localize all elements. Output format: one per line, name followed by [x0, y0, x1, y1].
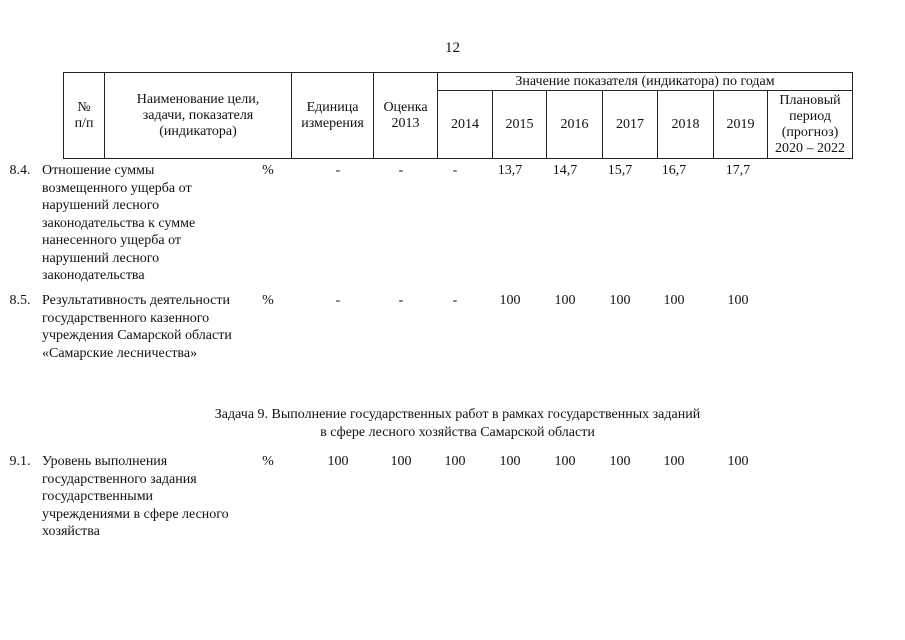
row-value: 100 — [499, 454, 521, 469]
row-unit: % — [262, 454, 274, 469]
header-year-2018: 2018 — [658, 91, 714, 159]
row-value: 100 — [663, 293, 685, 308]
header-year-2019: 2019 — [714, 91, 768, 159]
row-name: Отношение суммы возмещенного ущерба от нарушений лесного законодательства к сумме нанесенного ущерба от нарушений лесного законодательства — [42, 163, 196, 283]
row-value: 100 — [663, 454, 685, 469]
header-year-2017: 2017 — [603, 91, 658, 159]
row-num: 9.1. — [9, 454, 31, 469]
row-value: 100 — [554, 293, 576, 308]
row-value: 100 — [609, 293, 631, 308]
row-name: Результативность деятельности государственного казенного учреждения Самарской области «Самарские лесничества» — [42, 293, 232, 361]
row-value: 100 — [390, 454, 412, 469]
row-value: 100 — [554, 454, 576, 469]
header-estimate: Оценка 2013 — [374, 73, 438, 159]
header-num: № п/п — [64, 73, 105, 159]
row-unit: % — [262, 163, 274, 178]
header-group: Значение показателя (индикатора) по годам — [438, 73, 853, 91]
header-year-2014: 2014 — [438, 91, 493, 159]
row-value: - — [398, 293, 404, 308]
header-name: Наименование цели, задачи, показателя (индикатора) — [105, 73, 292, 159]
page-number: 12 — [445, 40, 460, 56]
header-unit: Единица измерения — [292, 73, 374, 159]
row-value: - — [335, 163, 341, 178]
row-num: 8.4. — [9, 163, 31, 178]
row-value: 14,7 — [552, 163, 578, 178]
row-value: 13,7 — [497, 163, 523, 178]
row-value: - — [452, 293, 458, 308]
task-heading — [63, 406, 852, 442]
row-value: 17,7 — [725, 163, 751, 178]
row-value: - — [398, 163, 404, 178]
row-name: Уровень выполнения государственного задания государственными учреждениями в сфере лесного хозяйства — [42, 454, 229, 539]
row-value: 100 — [609, 454, 631, 469]
task-heading-line2: в сфере лесного хозяйства Самарской области — [320, 425, 595, 440]
row-num: 8.5. — [9, 293, 31, 308]
row-value: 100 — [727, 454, 749, 469]
row-value: 100 — [727, 293, 749, 308]
row-value: 16,7 — [661, 163, 687, 178]
header-table — [63, 72, 853, 159]
row-value: - — [452, 163, 458, 178]
header-year-2016: 2016 — [547, 91, 603, 159]
row-value: 100 — [499, 293, 521, 308]
row-value: 100 — [327, 454, 349, 469]
row-value: - — [335, 293, 341, 308]
row-value: 15,7 — [607, 163, 633, 178]
row-value: 100 — [444, 454, 466, 469]
row-unit: % — [262, 293, 274, 308]
task-heading-line1: Задача 9. Выполнение государственных работ в рамках государственных заданий — [214, 407, 701, 422]
header-plan: Плановый период (прогноз) 2020 – 2022 — [768, 91, 853, 159]
header-year-2015: 2015 — [493, 91, 547, 159]
